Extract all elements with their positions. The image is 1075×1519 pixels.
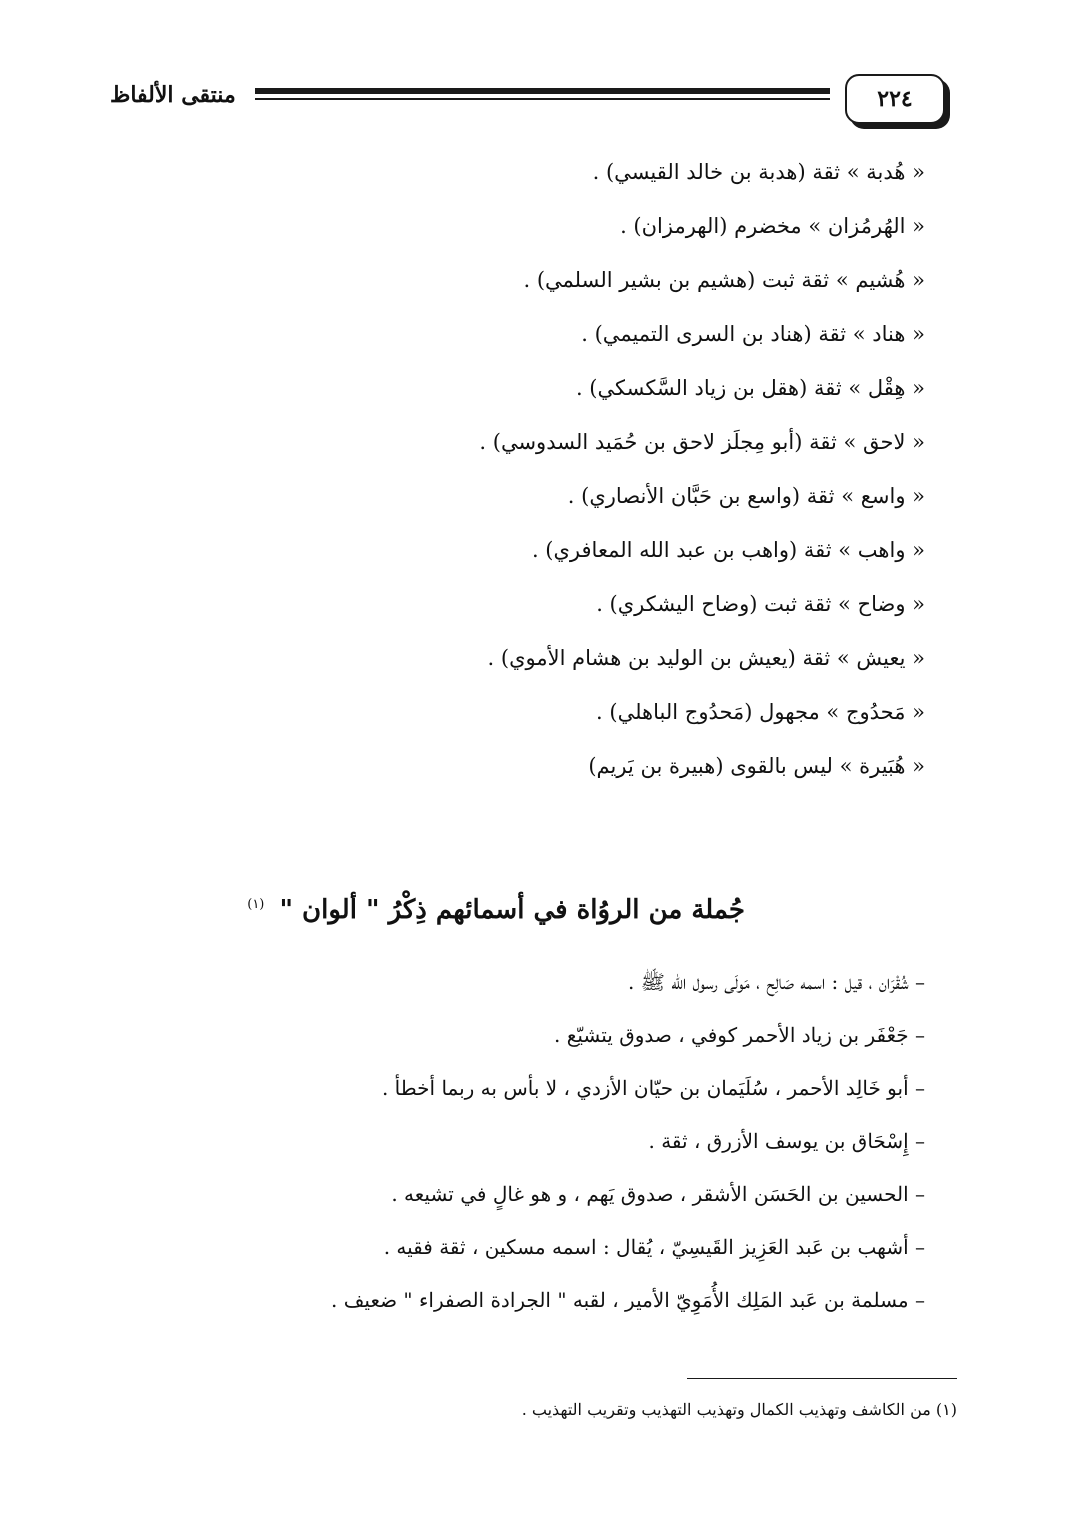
list-item: « واهب » ثقة (واهب بن عبد الله المعافري) . xyxy=(531,538,925,562)
header-divider-thick xyxy=(255,88,830,94)
list-item: « واسع » ثقة (واسع بن حَبَّان الأنصاري) . xyxy=(567,484,925,508)
footnote: (١) من الكاشف وتهذيب الكمال وتهذيب التهذيب وتقريب التهذيب . xyxy=(521,1400,957,1419)
list-item: « هُبَيرة » ليس بالقوى (هبيرة بن يَريم) xyxy=(588,754,925,778)
running-title: منتقى الألفاظ xyxy=(110,82,236,108)
list-item: « هُدبة » ثقة (هدبة بن خالد القيسي) . xyxy=(592,160,925,184)
narrator-grade-list xyxy=(225,150,925,798)
list-item: – جَعْفَر بن زياد الأحمر كوفي ، صدوق يتشيّع . xyxy=(554,1023,925,1047)
list-item: « يعيش » ثقة (يعيش بن الوليد بن هشام الأموي) . xyxy=(487,646,925,670)
list-item: « هُشيم » ثقة ثبت (هشيم بن بشير السلمي) . xyxy=(523,268,925,292)
page-number-text: ٢٢٤ xyxy=(877,86,913,112)
section-heading xyxy=(247,895,745,925)
section-heading-text: جُملة من الروُاة في أسمائهم ذِكْرُ " ألوان " xyxy=(279,895,745,925)
footnote-reference: (١) xyxy=(247,897,265,913)
header-divider xyxy=(255,88,830,104)
list-item: « هناد » ثقة (هناد بن السرى التميمي) . xyxy=(581,322,925,346)
list-item: – مسلمة بن عَبد المَلِك الأُمَوِيّ الأمير ، لقبه " الجرادة الصفراء " ضعيف . xyxy=(330,1288,925,1312)
list-item: – الحسين بن الحَسَن الأشقر ، صدوق يَهم ، و هو غالٍ في تشيعه . xyxy=(391,1182,925,1206)
list-item: « الهُرمُزان » مخضرم (الهرمزان) . xyxy=(620,214,925,238)
header-divider-thin xyxy=(255,98,830,100)
list-item: « لاحق » ثقة (أبو مِجلَز لاحق بن حُمَيد السدوسي) . xyxy=(479,430,925,454)
list-item: – إِسْحَاق بن يوسف الأزرق ، ثقة . xyxy=(648,1129,925,1153)
list-item: – أبو خَالِد الأحمر ، سُلَيَمان بن حيّان الأزدي ، لا بأس به ربما أخطأ . xyxy=(381,1076,925,1100)
list-item: – شُقْرَان ، قيل : اسمه صَالِح ، مَولَى رسول الله ﷺ . xyxy=(628,970,925,994)
page-number xyxy=(845,74,945,124)
color-names-narrator-list xyxy=(125,960,925,1331)
footnote-divider xyxy=(687,1378,957,1379)
list-item: « وضاح » ثقة ثبت (وضاح اليشكري) . xyxy=(596,592,925,616)
list-item: « مَحدُوج » مجهول (مَحدُوج الباهلي) . xyxy=(596,700,925,724)
list-item: – أشهب بن عَبد العَزِيز القَيسِيّ ، يُقال : اسمه مسكين ، ثقة فقيه . xyxy=(383,1235,925,1259)
list-item: « هِقْل » ثقة (هقل بن زياد السَّكسكي) . xyxy=(575,376,925,400)
